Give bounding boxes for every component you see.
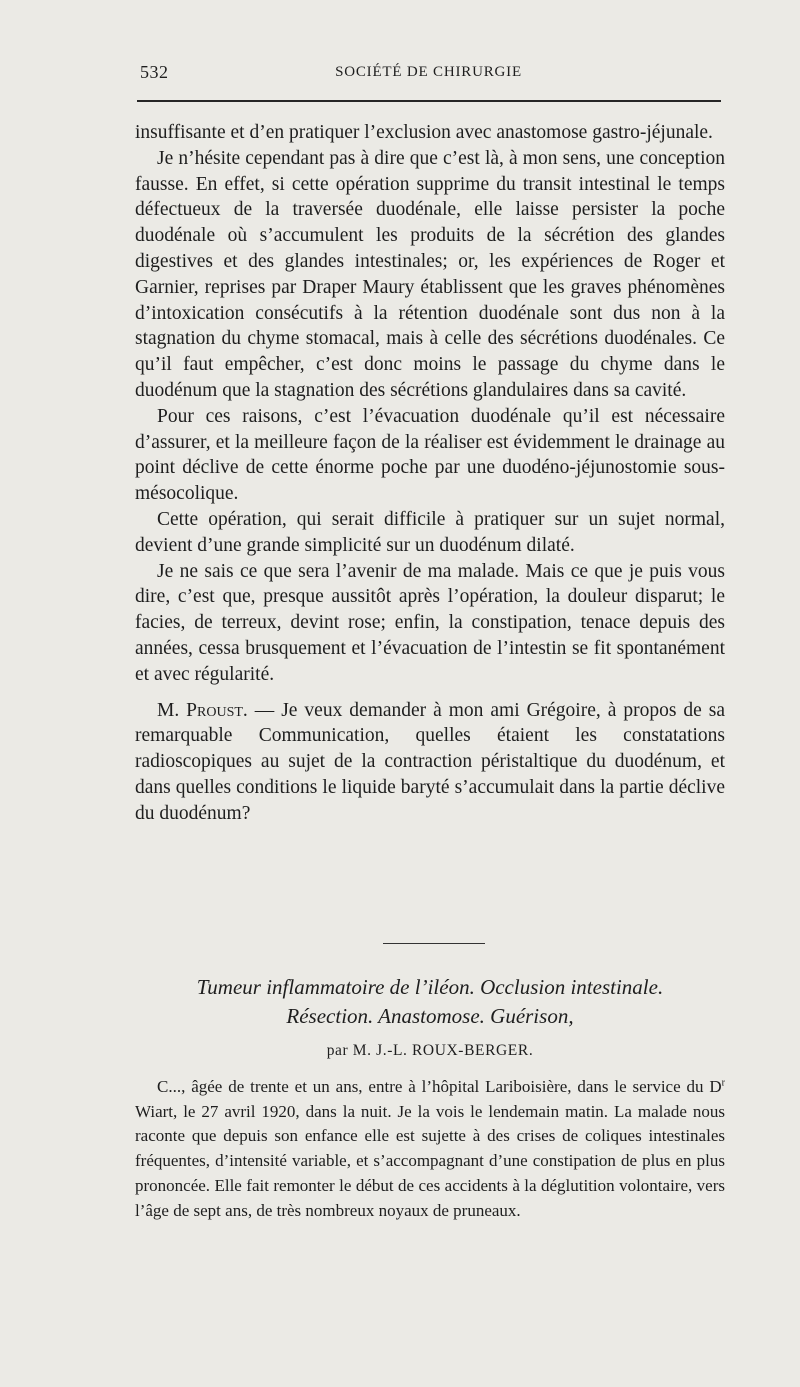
case-text-part-2: Wiart, le 27 avril 1920, dans la nuit. Je la vois le lendemain matin. La malade nous raconte que depuis son enfance elle est sujette à des crises de coliques intestinales fréquentes, d’intensité variable, et s’accompagnant d’une constipation de plus en plus prononcée. Elle fait remonter le début de ces accidents à la déglutition volontaire, vers l’âge de sept ans, de très nombreux noyaux de pruneaux.	[135, 1101, 725, 1220]
section-title-line-2: Résection. Anastomose. Guérison,	[286, 1004, 574, 1028]
paragraph-4: Cette opération, qui serait difficile à pratiquer sur un sujet normal, devient d’une grande simplicité sur un duodénum dilaté.	[135, 508, 725, 556]
doctor-abbrev-sup: r	[721, 1077, 725, 1089]
header-rule	[137, 100, 721, 102]
main-text	[135, 120, 725, 827]
paragraph-6	[135, 698, 725, 827]
section-title	[135, 973, 725, 1031]
page-number: 532	[140, 62, 169, 82]
case-text-part-1: C..., âgée de trente et un ans, entre à l’hôpital Lariboisière, dans le service du D	[157, 1077, 722, 1096]
section-title-line-1: Tumeur inflammatoire de l’iléon. Occlusion intestinale.	[196, 975, 664, 999]
paragraph-6-text: — Je veux demander à mon ami Grégoire, à propos de sa remarquable Communication, quelles étaient les constatations radioscopiques au sujet de la contraction péristaltique du duodénum, et dans quelles conditions le liquide baryté s’accumulait dans la partie déclive du duodénum?	[135, 699, 725, 824]
paragraph-3: Pour ces raisons, c’est l’évacuation duodénale qu’il est nécessaire d’assurer, et la meilleure façon de la réaliser est évidemment le drainage au point déclive de cette énorme poche par une duodéno-jéjunostomie sous-mésocolique.	[135, 405, 725, 505]
section-separator	[383, 943, 485, 944]
running-title: SOCIÉTÉ DE CHIRURGIE	[335, 64, 522, 80]
speaker-name: M. Proust.	[157, 699, 248, 721]
case-report-paragraph	[135, 1075, 725, 1223]
paragraph-2: Je n’hésite cependant pas à dire que c’est là, à mon sens, une conception fausse. En effet, si cette opération supprime du transit intestinal le temps défectueux de la traversée duodénale, elle laisse persister la poche duodénale où s’accumulent les produits de la sécrétion des glandes digestives et des glandes intestinales; or, les expériences de Roger et Garnier, reprises par Draper Maury établissent que les graves phénomènes d’intoxication consécutifs à la rétention duodénale sont dus non à la stagnation du chyme stomacal, mais à celle des sécrétions duodénales. Ce qu’il faut empêcher, c’est donc moins le passage du chyme dans le duodénum que la stagnation des sécrétions glandulaires dans sa cavité.	[135, 147, 725, 401]
article-section	[135, 973, 725, 1223]
paragraph-1: insuffisante et d’en pratiquer l’exclusion avec anastomose gastro-jéjunale.	[135, 122, 713, 143]
page-header	[135, 62, 722, 86]
author-byline: par M. J.-L. ROUX-BERGER.	[326, 1042, 534, 1059]
paragraph-5: Je ne sais ce que sera l’avenir de ma malade. Mais ce que je puis vous dire, c’est que, presque aussitôt après l’opération, la douleur disparut; le facies, de terreux, devint rose; enfin, la constipation, tenace depuis des années, cessa brusquement et l’évacuation de l’intestin se fit spontanément et avec régularité.	[135, 560, 725, 685]
